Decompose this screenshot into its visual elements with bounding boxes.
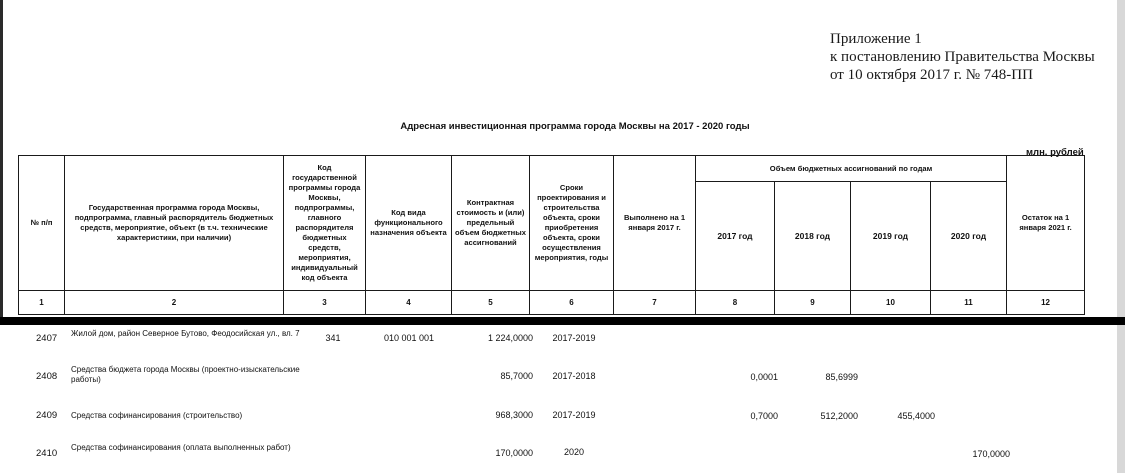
header-year-2019: 2019 год — [851, 182, 931, 291]
scan-right-edge — [1117, 0, 1125, 473]
row-period: 2017-2019 — [552, 333, 596, 343]
row-cost: 170,0000 — [495, 448, 533, 458]
row-y2018: 85,6999 — [825, 372, 858, 382]
row-cost: 1 224,0000 — [487, 333, 533, 343]
section-divider — [0, 317, 1125, 325]
header-terms: Сроки проектирования и строительства объекта, сроки приобретения объекта, сроки осуществления мероприятия, годы — [530, 156, 614, 291]
document-title: Адресная инвестиционная программа города Москвы на 2017 - 2020 годы — [400, 121, 750, 132]
row-y2017: 0,7000 — [750, 411, 778, 421]
header-budget-group: Объем бюджетных ассигнований по годам — [696, 156, 1007, 182]
row-number: 2407 — [36, 333, 58, 344]
row-number: 2409 — [36, 410, 58, 421]
row-period: 2017-2018 — [552, 371, 596, 381]
col-number: 8 — [696, 291, 775, 315]
header-remainder: Остаток на 1 января 2021 г. — [1007, 156, 1085, 291]
col-number: 12 — [1007, 291, 1085, 315]
appendix-line-3: от 10 октября 2017 г. № 748-ПП — [830, 67, 1033, 83]
col-number: 11 — [931, 291, 1007, 315]
col-number: 10 — [851, 291, 931, 315]
col-number: 3 — [284, 291, 366, 315]
unit-label: млн. рублей — [1026, 147, 1084, 158]
header-num: № п/п — [19, 156, 65, 291]
row-y2020: 170,0000 — [972, 449, 1010, 459]
header-year-2017: 2017 год — [696, 182, 775, 291]
col-number: 9 — [775, 291, 851, 315]
col-number: 2 — [65, 291, 284, 315]
scan-left-edge — [0, 0, 3, 325]
header-code: Код государственной программы города Москвы, подпрограммы, главного распорядителя бюджетных средств, мероприятия, индивидуальный код объекта — [284, 156, 366, 291]
header-done: Выполнено на 1 января 2017 г. — [614, 156, 696, 291]
row-number: 2408 — [36, 371, 58, 382]
row-name: Средства софинансирования (оплата выполненных работ) — [71, 443, 291, 452]
appendix-note — [830, 30, 1095, 84]
col-number: 4 — [366, 291, 452, 315]
appendix-line-2: к постановлению Правительства Москвы — [830, 49, 1095, 65]
header-year-2020: 2020 год — [931, 182, 1007, 291]
header-func-code: Код вида функционального назначения объекта — [366, 156, 452, 291]
row-name: Средства софинансирования (строительство) — [71, 411, 243, 420]
appendix-line-1: Приложение 1 — [830, 31, 922, 47]
header-program: Государственная программа города Москвы, подпрограмма, главный распорядитель бюджетных средств, мероприятие, объект (в т.ч. технические характеристики, при наличии) — [65, 156, 284, 291]
row-cost: 968,3000 — [495, 410, 533, 420]
header-table — [18, 155, 1085, 315]
row-name: Средства бюджета города Москвы (проектно-изыскательские работы) — [71, 365, 300, 384]
col-number: 1 — [19, 291, 65, 315]
row-func-code: 010 001 001 — [383, 333, 435, 343]
row-y2018: 512,2000 — [820, 411, 858, 421]
header-year-2018: 2018 год — [775, 182, 851, 291]
row-period: 2020 — [563, 447, 585, 457]
row-y2019: 455,4000 — [897, 411, 935, 421]
row-code: 341 — [325, 333, 341, 343]
col-number: 6 — [530, 291, 614, 315]
row-y2017: 0,0001 — [750, 372, 778, 382]
col-number: 5 — [452, 291, 530, 315]
row-number: 2410 — [36, 448, 58, 459]
row-cost: 85,7000 — [500, 371, 533, 381]
row-period: 2017-2019 — [552, 410, 596, 420]
col-number: 7 — [614, 291, 696, 315]
header-contract-cost: Контрактная стоимость и (или) предельный объем бюджетных ассигнований — [452, 156, 530, 291]
row-name: Жилой дом, район Северное Бутово, Феодосийская ул., вл. 7 — [71, 329, 300, 338]
